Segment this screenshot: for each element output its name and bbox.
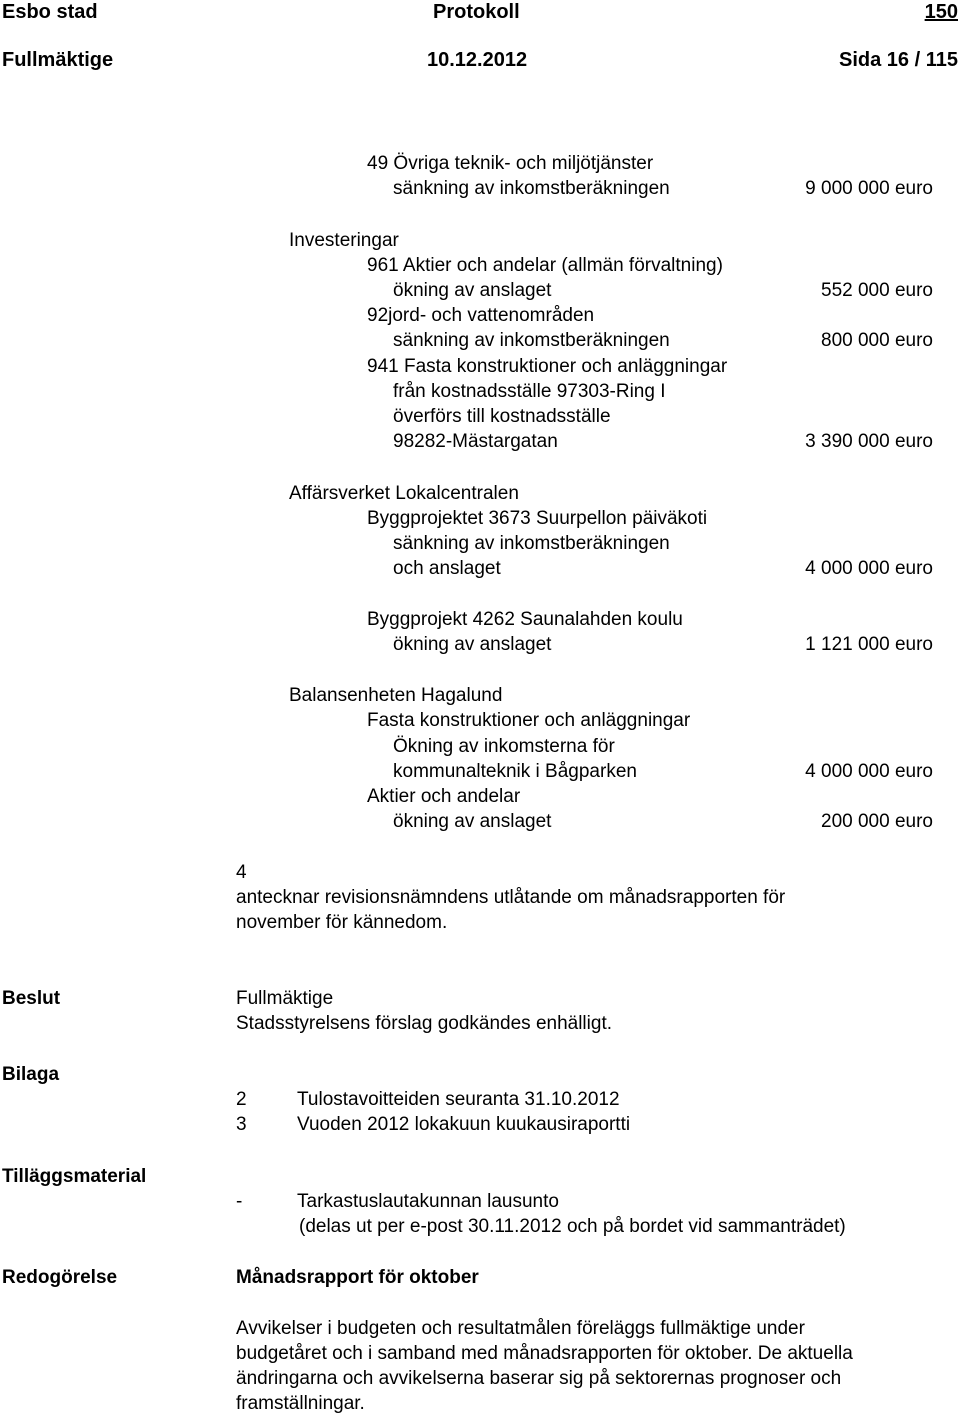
- list-dash: -: [236, 1191, 243, 1212]
- budget-line: ökning av anslaget: [393, 280, 552, 301]
- budget-line: sänkning av inkomstberäkningen: [393, 330, 670, 351]
- budget-line: 98282-Mästargatan: [393, 431, 558, 452]
- decision-body: Fullmäktige: [236, 988, 334, 1009]
- budget-amount: 1 121 000 euro: [805, 634, 933, 655]
- budget-line: Byggprojektet 3673 Suurpellon päiväkoti: [367, 508, 708, 529]
- meeting-date: 10.12.2012: [427, 49, 528, 71]
- budget-line: ökning av anslaget: [393, 811, 552, 832]
- budget-line: sänkning av inkomstberäkningen: [393, 533, 670, 554]
- paragraph-line: framställningar.: [236, 1393, 365, 1414]
- budget-amount: 800 000 euro: [821, 330, 933, 351]
- supplement-note: (delas ut per e-post 30.11.2012 och på bordet vid sammanträdet): [299, 1216, 846, 1237]
- budget-line-label: jord- och vattenområden: [388, 305, 595, 326]
- budget-line: 49 Övriga teknik- och miljötjänster: [367, 153, 654, 174]
- budget-line: och anslaget: [393, 558, 501, 579]
- section-label-tillaggsmaterial: Tilläggsmaterial: [2, 1166, 147, 1187]
- report-title: Månadsrapport för oktober: [236, 1267, 479, 1288]
- attachment-title: Tulostavoitteiden seuranta 31.10.2012: [297, 1089, 620, 1110]
- budget-line: kommunalteknik i Bågparken: [393, 761, 637, 782]
- meeting-body: Fullmäktige: [2, 49, 114, 71]
- paragraph-line: budgetåret och i samband med månadsrapporten för oktober. De aktuella: [236, 1343, 853, 1364]
- budget-line: Aktier och andelar: [367, 786, 521, 807]
- paragraph-line: ändringarna och avvikelserna baserar sig på sektorernas prognoser och: [236, 1368, 842, 1389]
- budget-amount: 552 000 euro: [821, 280, 933, 301]
- budget-line: Fasta konstruktioner och anläggningar: [367, 710, 691, 731]
- document-type: Protokoll: [433, 1, 520, 23]
- budget-line: ökning av anslaget: [393, 634, 552, 655]
- budget-line: sänkning av inkomstberäkningen: [393, 178, 670, 199]
- section-label-bilaga: Bilaga: [2, 1064, 60, 1085]
- point-number: 4: [236, 862, 247, 883]
- municipality-name: Esbo stad: [2, 1, 98, 23]
- attachment-number: 2: [236, 1089, 247, 1110]
- point-text: november för kännedom.: [236, 912, 448, 933]
- page-reference-text: 150: [924, 1, 958, 23]
- budget-amount: 4 000 000 euro: [805, 558, 933, 579]
- budget-line: [367, 303, 594, 328]
- budget-heading: Investeringar: [289, 230, 399, 251]
- budget-line: 941 Fasta konstruktioner och anläggningar: [367, 356, 728, 377]
- budget-amount: 200 000 euro: [821, 811, 933, 832]
- budget-line: 961 Aktier och andelar (allmän förvaltning): [367, 255, 723, 276]
- budget-heading: Balansenheten Hagalund: [289, 685, 503, 706]
- budget-line: från kostnadsställe 97303-Ring I: [393, 381, 666, 402]
- point-text: antecknar revisionsnämndens utlåtande om månadsrapporten för: [236, 887, 786, 908]
- budget-line: Ökning av inkomsterna för: [393, 736, 615, 757]
- attachment-title: Vuoden 2012 lokakuun kuukausiraportti: [297, 1114, 631, 1135]
- budget-amount: 9 000 000 euro: [805, 178, 933, 199]
- attachment-number: 3: [236, 1114, 247, 1135]
- page-number: Sida 16 / 115: [839, 49, 958, 71]
- budget-amount: 3 390 000 euro: [805, 431, 933, 452]
- budget-line-code: 92: [367, 305, 389, 326]
- budget-line: överförs till kostnadsställe: [393, 406, 611, 427]
- budget-amount: 4 000 000 euro: [805, 761, 933, 782]
- section-label-redogorelse: Redogörelse: [2, 1267, 118, 1288]
- decision-text: Stadsstyrelsens förslag godkändes enhälligt.: [236, 1013, 613, 1034]
- paragraph-line: Avvikelser i budgeten och resultatmålen föreläggs fullmäktige under: [236, 1318, 805, 1339]
- supplement-title: Tarkastuslautakunnan lausunto: [297, 1191, 559, 1212]
- page-reference: [880, 0, 958, 25]
- budget-line: Byggprojekt 4262 Saunalahden koulu: [367, 609, 683, 630]
- section-label-beslut: Beslut: [2, 988, 61, 1009]
- budget-heading: Affärsverket Lokalcentralen: [289, 483, 519, 504]
